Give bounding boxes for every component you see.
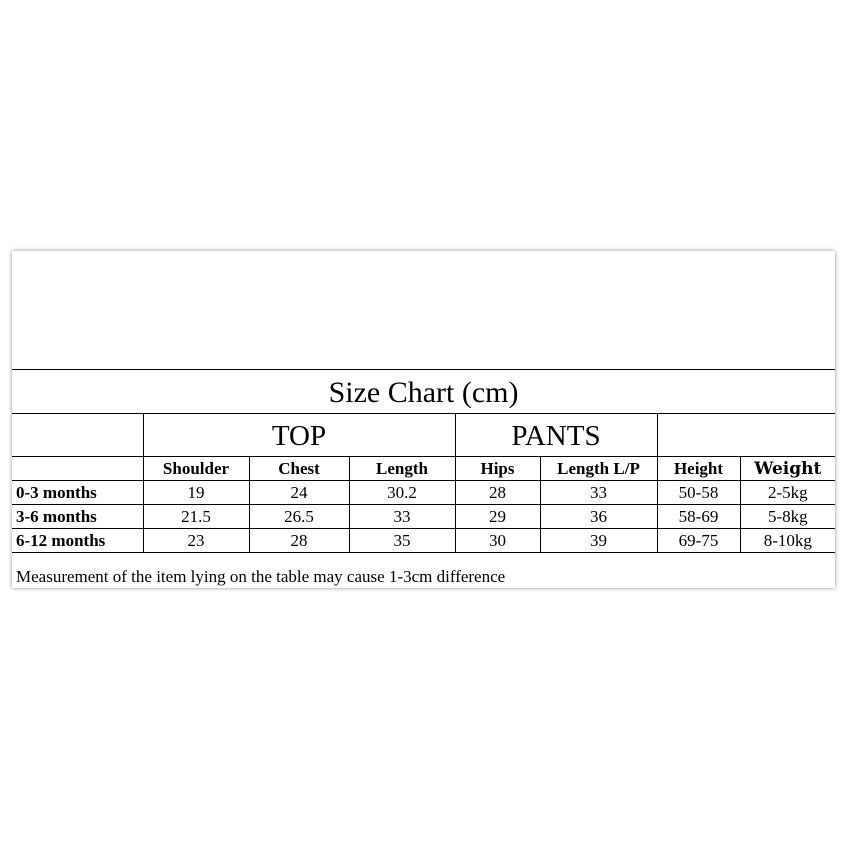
cell-length-lp: 39 bbox=[540, 529, 657, 553]
cell-weight: 8-10kg bbox=[740, 529, 835, 553]
cell-shoulder: 23 bbox=[143, 529, 249, 553]
table-row bbox=[12, 505, 835, 529]
cell-shoulder: 21.5 bbox=[143, 505, 249, 529]
cell-weight: 2-5kg bbox=[740, 481, 835, 505]
column-header-chest: Chest bbox=[249, 457, 349, 481]
measurement-note: Measurement of the item lying on the table may cause 1-3cm difference bbox=[16, 567, 506, 586]
table-row bbox=[12, 481, 835, 505]
table-row bbox=[12, 529, 835, 553]
cell-weight: 5-8kg bbox=[740, 505, 835, 529]
size-chart-card bbox=[12, 251, 835, 588]
cell-length-lp: 36 bbox=[540, 505, 657, 529]
group-top: TOP bbox=[143, 414, 455, 457]
cell-chest: 24 bbox=[249, 481, 349, 505]
corner-cell bbox=[12, 414, 143, 457]
cell-height: 58-69 bbox=[657, 505, 740, 529]
row-label: 0-3 months bbox=[12, 481, 143, 505]
cell-length: 30.2 bbox=[349, 481, 455, 505]
header-corner bbox=[12, 457, 143, 481]
cell-height: 50-58 bbox=[657, 481, 740, 505]
group-blank bbox=[657, 414, 835, 457]
cell-shoulder: 19 bbox=[143, 481, 249, 505]
cell-length: 35 bbox=[349, 529, 455, 553]
column-header-length-lp: Length L/P bbox=[540, 457, 657, 481]
cell-height: 69-75 bbox=[657, 529, 740, 553]
size-chart-table bbox=[12, 369, 835, 553]
column-header-length: Length bbox=[349, 457, 455, 481]
cell-chest: 28 bbox=[249, 529, 349, 553]
cell-chest: 26.5 bbox=[249, 505, 349, 529]
row-label: 6-12 months bbox=[12, 529, 143, 553]
cell-length: 33 bbox=[349, 505, 455, 529]
column-header-hips: Hips bbox=[455, 457, 540, 481]
column-header-shoulder: Shoulder bbox=[143, 457, 249, 481]
cell-length-lp: 33 bbox=[540, 481, 657, 505]
chart-title: Size Chart (cm) bbox=[12, 370, 835, 414]
row-label: 3-6 months bbox=[12, 505, 143, 529]
cell-hips: 29 bbox=[455, 505, 540, 529]
cell-hips: 30 bbox=[455, 529, 540, 553]
column-header-weight: Weight bbox=[740, 457, 835, 481]
group-pants: PANTS bbox=[455, 414, 657, 457]
cell-hips: 28 bbox=[455, 481, 540, 505]
column-header-height: Height bbox=[657, 457, 740, 481]
